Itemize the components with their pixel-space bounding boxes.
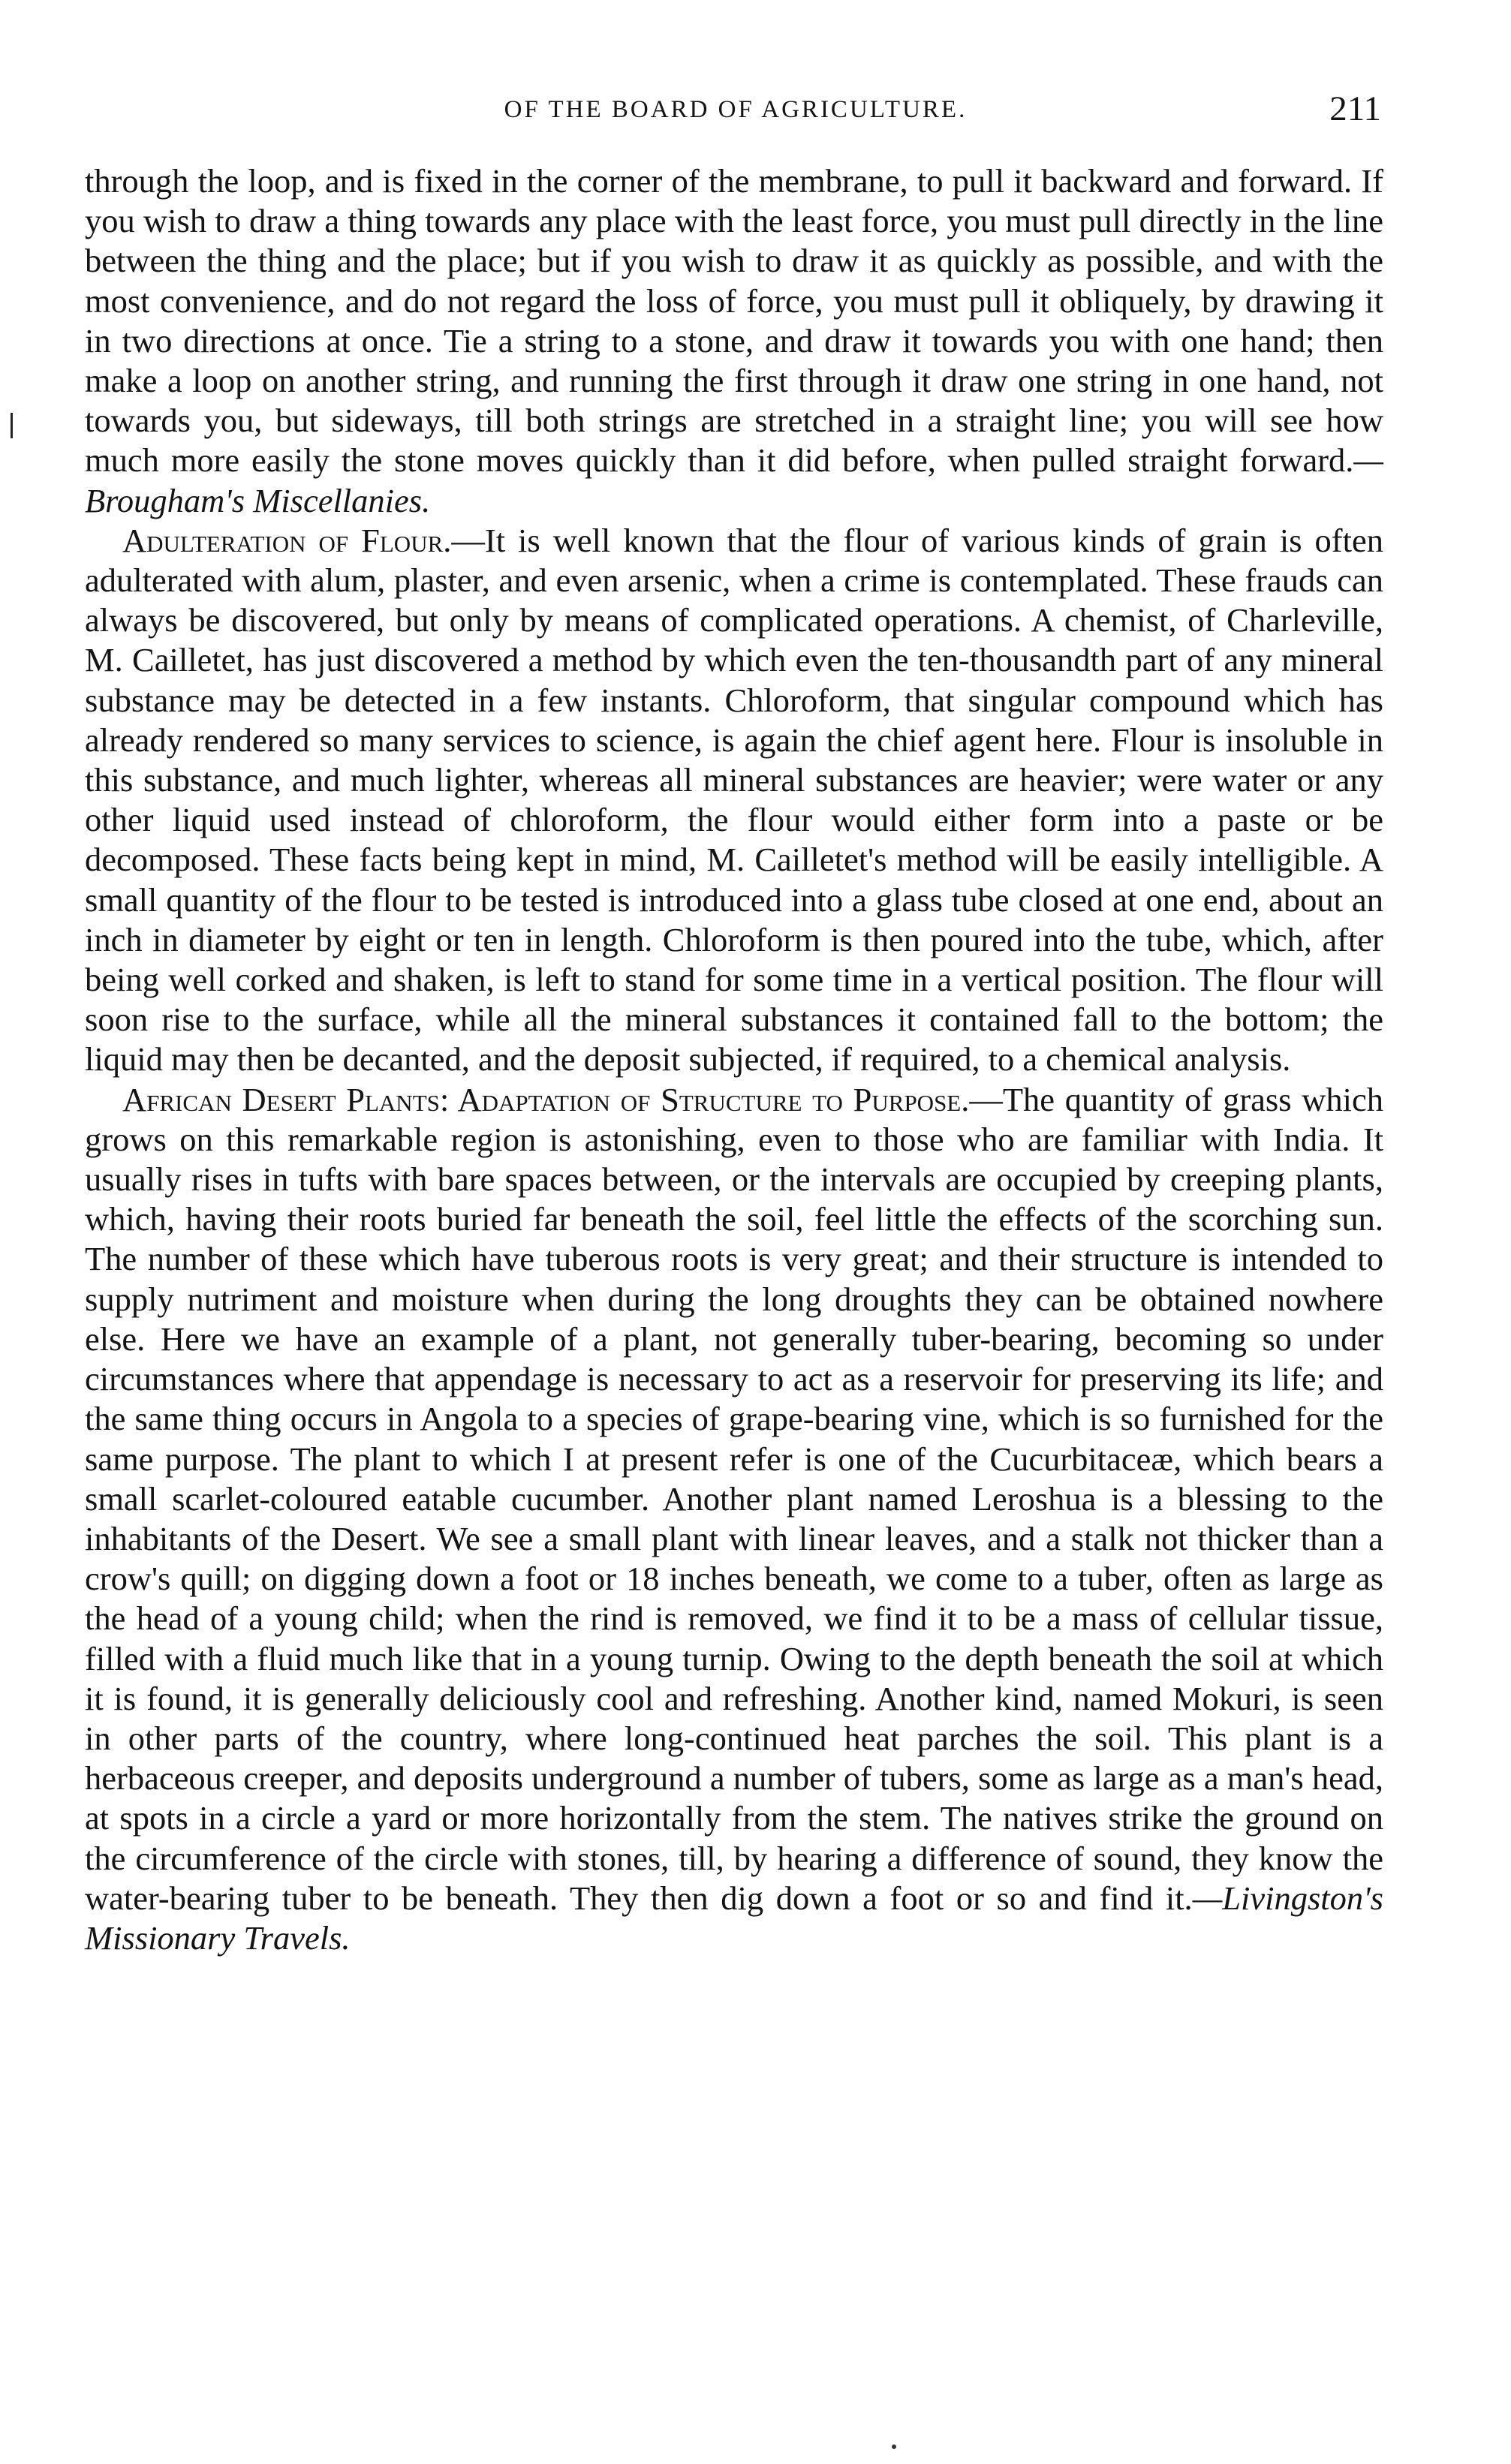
paragraph-loop-string <box>85 161 1383 521</box>
section-heading: African Desert Plants: Adaptation of Structure to Purpose. <box>122 1080 970 1118</box>
paragraph-african-desert-plants <box>85 1080 1383 1958</box>
running-title: OF THE BOARD OF AGRICULTURE. <box>504 96 968 123</box>
paragraph-adulteration-of-flour <box>85 521 1383 1080</box>
paragraph-text: —The quantity of grass which grows on this remarkable region is astonishing, even to those who are familiar with India. It usually rises in tufts with bare spaces between, or the intervals are occupied by creeping plants, which, having their roots buried far beneath the soil, feel little the effects of the scorching sun. The number of these which have tuberous roots is very great; and their structure is intended to supply nutriment and moisture when during the long droughts they can be obtained nowhere else. Here we have an example of a plant, not generally tuber-bearing, becoming so under circumstances where that appendage is necessary to act as a reservoir for preserving its life; and the same thing occurs in Angola to a species of grape-bearing vine, which is so furnished for the same purpose. The plant to which I at present refer is one of the Cucurbitaceæ, which bears a small scarlet-coloured eatable cucumber. Another plant named Leroshua is a blessing to the inhabitants of the Desert. We see a small plant with linear leaves, and a stalk not thicker than a crow's quill; on digging down a foot or 18 inches beneath, we come to a tuber, often as large as the head of a young child; when the rind is removed, we find it to be a mass of cellular tissue, filled with a fluid much like that in a young turnip. Owing to the depth beneath the soil at which it is found, it is generally deliciously cool and refreshing. Another kind, named Mokuri, is seen in other parts of the country, where long-continued heat parches the soil. This plant is a herbaceous creeper, and deposits underground a number of tubers, some as large as a man's head, at spots in a circle a yard or more horizontally from the stem. The natives strike the ground on the circumference of the circle with stones, till, by hearing a difference of sound, they know the water-bearing tuber to be beneath. They then dig down a foot or so and find it. <box>85 1080 1383 1917</box>
running-head <box>90 89 1381 141</box>
paragraph-text: through the loop, and is fixed in the corner of the membrane, to pull it backward and forward. If you wish to draw a thing towards any place with the least force, you must pull directly in the line between the thing and the place; but if you wish to draw it as quickly as possible, and with the most convenience, and do not regard the loss of force, you must pull it obliquely, by drawing it in two directions at once. Tie a string to a stone, and draw it towards you with one hand; then make a loop on another string, and running the first through it draw one string in one hand, not towards you, but sideways, till both strings are stretched in a straight line; you will see how much more easily the stone moves quickly than it did before, when pulled straight forward. <box>85 162 1383 480</box>
source-citation: —Brougham's Miscellanies. <box>85 441 1383 519</box>
margin-mark <box>11 413 13 438</box>
section-heading: Adulteration of Flour. <box>122 521 452 559</box>
source-citation: —Livingston's Missionary Travels. <box>85 1879 1383 1957</box>
paragraph-text: —It is well known that the flour of various kinds of grain is often adulterated with alum, plaster, and even arsenic, when a crime is contemplated. These frauds can always be discovered, but only by means of complicated operations. A chemist, of Charleville, M. Cailletet, has just discovered a method by which even the ten-thousandth part of any mineral substance may be detected in a few instants. Chloroform, that singular compound which has already rendered so many services to science, is again the chief agent here. Flour is insoluble in this substance, and much lighter, whereas all mineral substances are heavier; were water or any other liquid used instead of chloroform, the flour would either form into a paste or be decomposed. These facts being kept in mind, M. Cailletet's method will be easily intelligible. A small quantity of the flour to be tested is introduced into a glass tube closed at one end, about an inch in diameter by eight or ten in length. Chloroform is then poured into the tube, which, after being well corked and shaken, is left to stand for some time in a vertical position. The flour will soon rise to the surface, while all the mineral substances it contained fall to the bottom; the liquid may then be decanted, and the deposit subjected, if required, to a chemical analysis. <box>85 521 1383 1079</box>
body-text <box>85 161 1383 1958</box>
page-number: 211 <box>1329 89 1381 128</box>
print-speck <box>892 2444 896 2449</box>
